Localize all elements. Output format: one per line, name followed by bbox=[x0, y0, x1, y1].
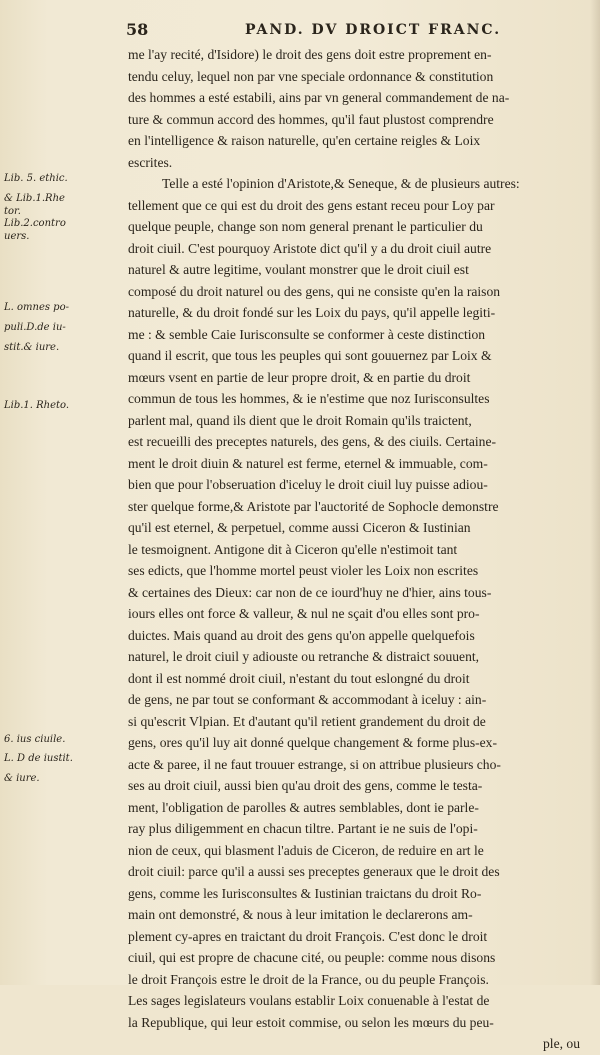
page-edge-shadow bbox=[590, 0, 600, 985]
text-line: ment le droit diuin & naturel est ferme, eternel & immuable, com- bbox=[128, 455, 488, 471]
text-line: droit ciuil. C'est pourquoy Aristote dict qu'il y a du droit ciuil autre bbox=[128, 240, 492, 256]
text-line: naturelle, & du droit fondé sur les Loix du pays, qu'il appelle legiti- bbox=[128, 305, 496, 320]
text-line: ses au droit ciuil, aussi bien qu'au droit des gens, comme le testa- bbox=[128, 778, 483, 793]
text-line: commun de tous les hommes, & ie n'estime que noz Iurisconsultes bbox=[128, 391, 490, 406]
text-line: gens, ores qu'il luy ait donné quelque changement & forme plus-ex- bbox=[128, 735, 498, 750]
body-text bbox=[128, 44, 588, 1055]
text-line: est recueilli des preceptes naturels, des gens, & des ciuils. Certaine- bbox=[128, 434, 497, 449]
catchword: ple, ou bbox=[543, 1036, 580, 1051]
text-line: iours elles ont force & valleur, & nul ne sçait d'ou elles sont pro- bbox=[128, 606, 480, 621]
margin-note: L. D de iustit. bbox=[4, 753, 73, 764]
text-line: Telle a esté l'opinion d'Aristote,& Seneque, & de plusieurs autres: bbox=[162, 176, 520, 191]
page-number: 58 bbox=[126, 20, 149, 39]
text-line: ture & commun accord des hommes, qu'il faut plustost comprendre bbox=[128, 111, 494, 127]
margin-note: & iure. bbox=[4, 773, 40, 784]
text-line: bien que pour l'obseruation d'iceluy le droit ciuil luy puisse adiou- bbox=[128, 477, 488, 492]
text-line: de gens, ne par tout se conformant & accommodant à iceluy : ain- bbox=[128, 692, 487, 707]
margin-note: uers. bbox=[4, 231, 30, 242]
text-line: ses edicts, que l'homme mortel peust violer les Loix non escrites bbox=[128, 563, 479, 578]
margin-note: Lib.1. Rheto. bbox=[4, 400, 70, 411]
text-line: quand il escrit, que tous les peuples qui sont gouuernez par Loix & bbox=[128, 348, 492, 363]
text-line: en l'intelligence & raison naturelle, qu'en certaine reigles & Loix bbox=[128, 133, 481, 148]
margin-note: stit.& iure. bbox=[4, 342, 60, 353]
text-line: & certaines des Dieux: car non de ce iourd'huy ne d'hier, ains tous- bbox=[128, 584, 492, 600]
margin-note: 6. ius ciuile. bbox=[4, 734, 66, 745]
text-line: gens, comme les Iurisconsultes & Iustinian traictans du droit Ro- bbox=[128, 885, 482, 901]
text-line: quelque peuple, change son nom general prenant le particulier du bbox=[128, 219, 483, 234]
margin-note: tor. bbox=[4, 206, 21, 217]
text-line: me l'ay recité, d'Isidore) le droit des gens doit estre proprement en- bbox=[128, 47, 492, 62]
text-line: le tesmoignent. Antigone dit à Ciceron qu'elle n'estimoit tant bbox=[128, 541, 458, 557]
text-line: ster quelque forme,& Aristote par l'auctorité de Sophocle demonstre bbox=[128, 498, 499, 514]
text-line: main ont demonstré, & nous à leur imitation le declarerons am- bbox=[128, 907, 473, 922]
text-line: plement cy-apres en traictant du droit François. C'est donc le droit bbox=[128, 928, 488, 944]
text-line: dont il est nommé droit ciuil, n'estant du tout eslongné du droit bbox=[128, 670, 470, 686]
text-line: mœurs vsent en partie de leur propre droit, & en partie du droit bbox=[128, 369, 471, 385]
text-line: qu'il est eternel, & perpetuel, comme aussi Ciceron & Iustinian bbox=[128, 520, 471, 535]
margin-note: Lib.2.contro bbox=[4, 218, 66, 229]
text-line: si qu'escrit Vlpian. Et d'autant qu'il retient grandement du droit de bbox=[128, 713, 486, 729]
text-line: naturel, le droit ciuil y adiouste ou retranche & distraict souuent, bbox=[128, 649, 480, 664]
margin-note: Lib. 5. ethic. bbox=[4, 173, 68, 184]
text-line: escrites. bbox=[128, 154, 173, 170]
text-line: des hommes a esté estabili, ains par vn general commandement de na- bbox=[128, 90, 510, 105]
text-line: parlent mal, quand ils dient que le droit Romain qu'ils traictent, bbox=[128, 412, 472, 428]
text-line: le droit François estre le droit de la France, ou du peuple François. bbox=[128, 971, 489, 987]
text-line: acte & paree, il ne faut trouuer estrange, si on attribue plusieurs cho- bbox=[128, 756, 501, 772]
margin-note: L. omnes po- bbox=[4, 302, 69, 313]
text-line: tendu celuy, lequel non par vne speciale ordonnance & constitution bbox=[128, 68, 494, 84]
margin-note: & Lib.1.Rhe bbox=[4, 193, 65, 204]
text-line: ment, l'obligation de parolles & autres semblables, dont ie parle- bbox=[128, 799, 479, 815]
text-line: la Republique, qui leur estoit commise, ou selon les mœurs du peu- bbox=[128, 1014, 494, 1030]
text-line: ciuil, qui est propre de chacune cité, ou peuple: comme nous disons bbox=[128, 950, 496, 965]
running-title: PAND. DV DROICT FRANC. bbox=[245, 22, 502, 38]
text-line: ray plus diligemment en chacun tiltre. Partant ie ne suis de l'opi- bbox=[128, 821, 478, 836]
text-line: nion de ceux, qui blasment l'aduis de Ciceron, de reduire en art le bbox=[128, 842, 484, 858]
text-line: duictes. Mais quand au droit des gens qu'on appelle quelquefois bbox=[128, 627, 475, 643]
text-line: naturel & autre legitime, voulant monstrer que le droit ciuil est bbox=[128, 262, 469, 277]
margin-note: puli.D.de iu- bbox=[4, 322, 66, 333]
text-line: me : & semble Caie Iurisconsulte se conformer à ceste distinction bbox=[128, 326, 486, 342]
text-line: Les sages legislateurs voulans establir Loix conuenable à l'estat de bbox=[128, 993, 490, 1008]
text-line: tellement que ce qui est du droit des gens estant receu pour Loy par bbox=[128, 197, 495, 213]
text-line: composé du droit naturel ou des gens, qui ne consiste qu'en la raison bbox=[128, 283, 501, 299]
text-line: droit ciuil: parce qu'il a aussi ses preceptes generaux que le droit des bbox=[128, 864, 500, 879]
